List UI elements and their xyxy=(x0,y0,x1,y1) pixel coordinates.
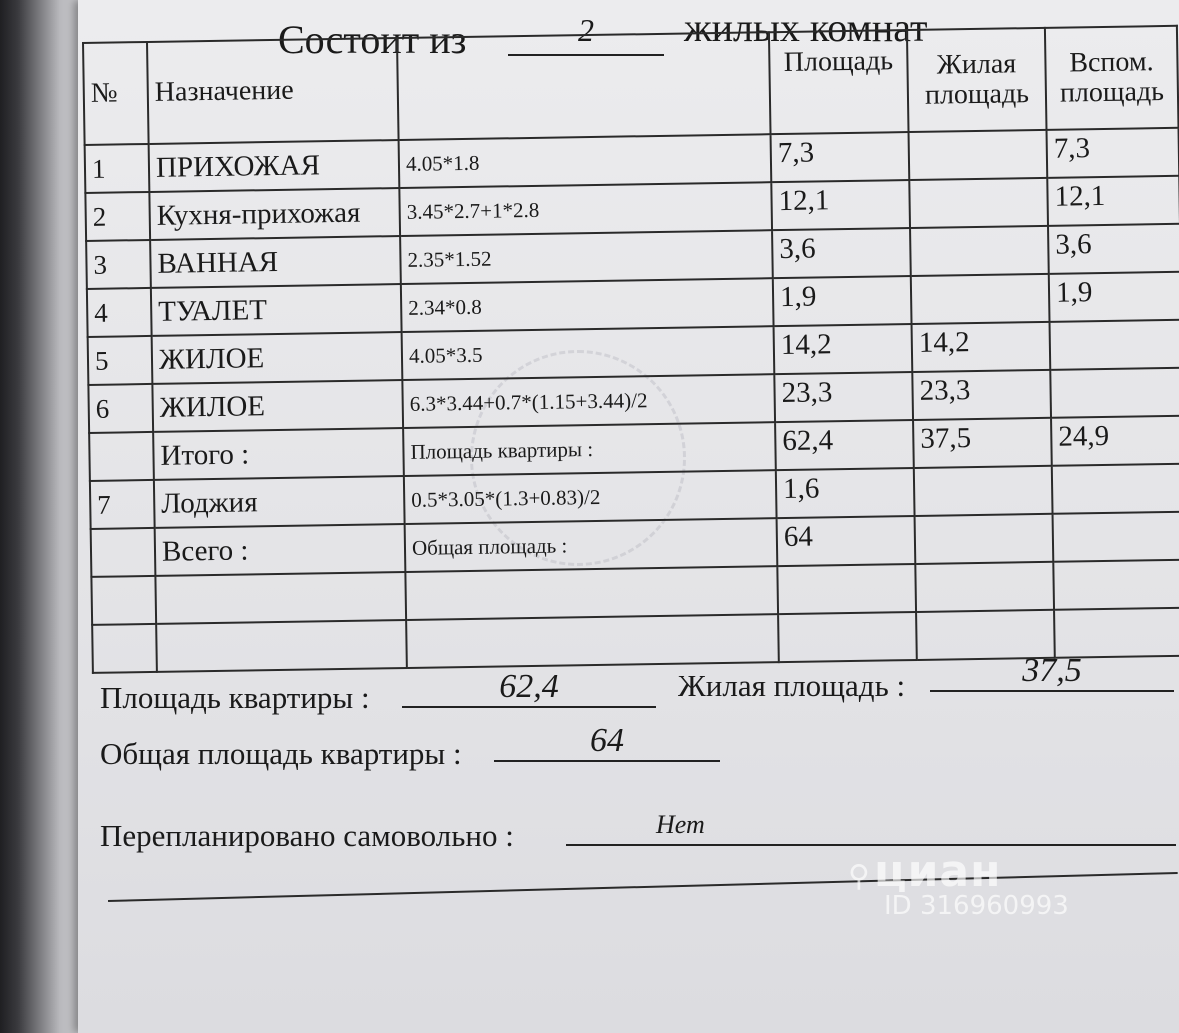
row-aux: 3,6 xyxy=(1048,224,1179,274)
row-living xyxy=(909,130,1048,180)
row-aux xyxy=(1052,464,1179,514)
table-header-row xyxy=(83,26,1178,145)
row-name xyxy=(155,572,406,624)
header-purpose: Назначение xyxy=(147,38,399,144)
heading-prefix: Состоит из xyxy=(278,17,467,62)
row-aux xyxy=(1050,320,1179,370)
row-area: 12,1 xyxy=(771,180,910,230)
rooms-table xyxy=(82,25,1179,674)
row-aux: 12,1 xyxy=(1047,176,1179,226)
row-aux xyxy=(1053,560,1179,610)
row-area: 1,6 xyxy=(776,468,915,518)
row-num xyxy=(91,576,156,625)
header-living-line2: площадь xyxy=(924,78,1030,111)
total-area-line xyxy=(100,736,462,772)
row-living: 23,3 xyxy=(912,370,1051,420)
replanned-value: Нет xyxy=(566,810,1176,846)
header-num: № xyxy=(83,42,149,145)
row-dims: 4.05*1.8 xyxy=(399,134,772,188)
header-aux-line1: Вспом. xyxy=(1069,46,1154,79)
row-area: 64 xyxy=(777,516,916,566)
row-num: 1 xyxy=(85,144,150,193)
row-dims: 2.35*1.52 xyxy=(400,230,773,284)
row-name: Кухня-прихожая xyxy=(149,188,400,240)
apartment-area-value: 62,4 xyxy=(402,668,656,708)
row-name: ВАННАЯ xyxy=(150,236,401,288)
row-name: Итого : xyxy=(153,428,404,480)
rooms-count: 2 xyxy=(508,12,664,56)
watermark-brand: циан xyxy=(873,846,1002,897)
total-area-label: Общая площадь квартиры : xyxy=(100,736,462,771)
row-num: 7 xyxy=(90,480,155,529)
header-aux-line2: площадь xyxy=(1059,76,1165,109)
row-dims: 2.34*0.8 xyxy=(401,278,774,332)
row-aux: 24,9 xyxy=(1051,416,1179,466)
row-num xyxy=(91,528,156,577)
apartment-area-label: Площадь квартиры : xyxy=(100,680,370,715)
row-aux xyxy=(1054,608,1179,658)
row-num: 3 xyxy=(86,240,151,289)
row-living xyxy=(915,514,1054,564)
row-area: 7,3 xyxy=(771,132,910,182)
header-dims xyxy=(397,32,771,140)
row-dims: 4.05*3.5 xyxy=(402,326,775,380)
row-area: 62,4 xyxy=(775,420,914,470)
row-dims: Площадь квартиры : xyxy=(403,422,776,476)
row-aux: 1,9 xyxy=(1049,272,1179,322)
row-living xyxy=(914,466,1053,516)
living-area-label: Жилая площадь : xyxy=(678,668,906,703)
row-living xyxy=(910,226,1049,276)
watermark xyxy=(848,846,1069,921)
row-area xyxy=(777,564,916,614)
row-aux: 7,3 xyxy=(1046,128,1179,178)
row-num: 5 xyxy=(88,336,153,385)
row-num: 2 xyxy=(85,192,150,241)
row-living xyxy=(911,274,1050,324)
row-name: ТУАЛЕТ xyxy=(151,284,402,336)
row-num: 6 xyxy=(88,384,153,433)
apartment-area-line xyxy=(100,680,370,716)
living-area-value: 37,5 xyxy=(930,652,1174,692)
row-area: 1,9 xyxy=(773,276,912,326)
row-living: 14,2 xyxy=(912,322,1051,372)
location-pin-icon: ⚲ xyxy=(848,859,870,894)
row-dims xyxy=(405,566,778,620)
header-living-line1: Жилая xyxy=(936,48,1017,81)
row-name: ЖИЛОЕ xyxy=(152,380,403,432)
row-area: 3,6 xyxy=(772,228,911,278)
header-aux xyxy=(1045,26,1179,130)
row-dims: 0.5*3.05*(1.3+0.83)/2 xyxy=(404,470,777,524)
row-name: ЖИЛОЕ xyxy=(152,332,403,384)
row-area: 14,2 xyxy=(774,324,913,374)
row-name xyxy=(156,620,407,672)
row-dims xyxy=(406,614,779,668)
row-area: 23,3 xyxy=(774,372,913,422)
row-dims: 3.45*2.7+1*2.8 xyxy=(399,182,772,236)
row-dims: 6.3*3.44+0.7*(1.15+3.44)/2 xyxy=(402,374,775,428)
living-area-line xyxy=(678,668,905,704)
row-aux xyxy=(1050,368,1179,418)
replanned-label: Перепланировано самовольно : xyxy=(100,818,514,853)
replanned-line xyxy=(100,818,514,854)
row-name: Всего : xyxy=(155,524,406,576)
row-living: 37,5 xyxy=(913,418,1052,468)
total-area-value: 64 xyxy=(494,722,720,762)
row-name: ПРИХОЖАЯ xyxy=(149,140,400,192)
watermark-id: ID 316960993 xyxy=(884,891,1069,921)
row-area xyxy=(778,612,917,662)
row-dims: Общая площадь : xyxy=(405,518,778,572)
header-area: Площадь xyxy=(769,30,909,134)
header-living xyxy=(907,28,1047,132)
row-num xyxy=(92,624,157,673)
row-aux xyxy=(1053,512,1179,562)
row-name: Лоджия xyxy=(154,476,405,528)
row-living xyxy=(915,562,1054,612)
row-living xyxy=(909,178,1048,228)
heading-suffix: жилых комнат xyxy=(684,5,928,50)
row-num xyxy=(89,432,154,481)
row-num: 4 xyxy=(87,288,152,337)
